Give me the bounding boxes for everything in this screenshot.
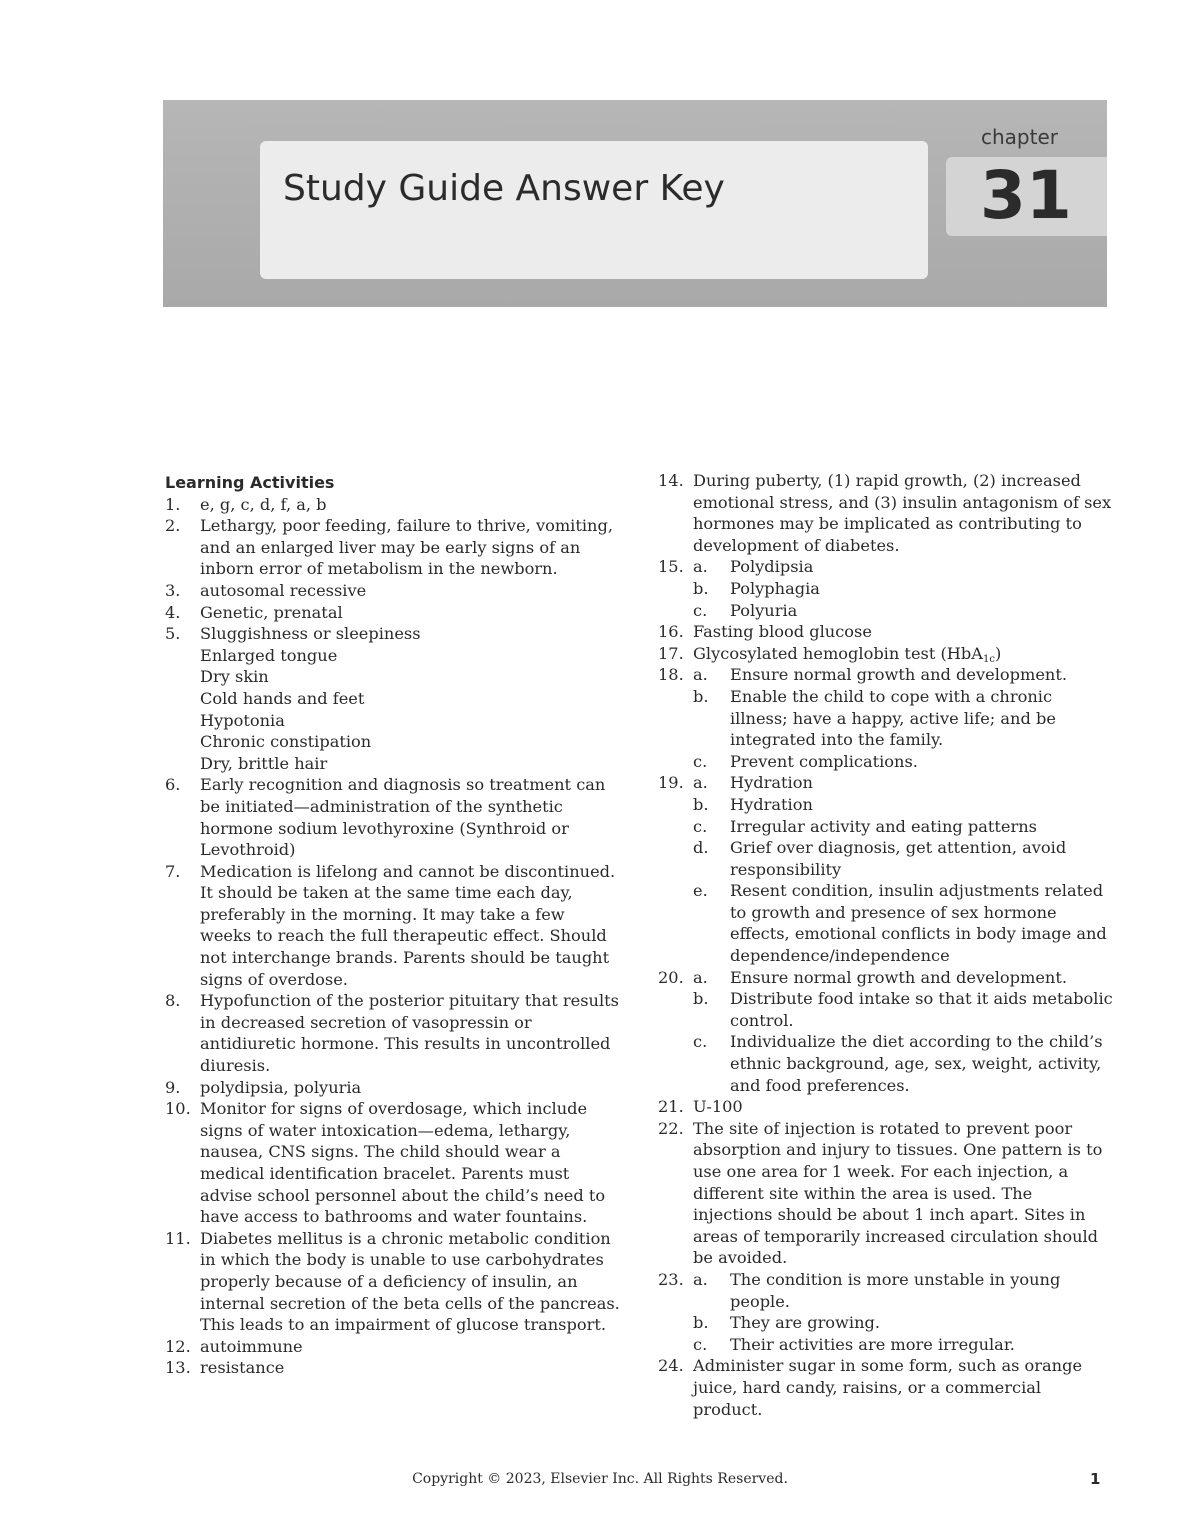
answer-24: 24. Administer sugar in some form, such as orange juice, hard candy, raisins, or a commercial product.	[658, 1356, 1083, 1419]
answer-20: 20. a. Ensure normal growth and development. b. Distribute food intake so that it aids metabolic control. c. Individualize the diet according to the child’s ethnic background, age, sex, weight, activity, and food preferences.	[658, 967, 1113, 1095]
list-item: Sluggishness or sleepiness	[200, 624, 421, 644]
answer-17: 17. Glycosylated hemoglobin test (HbA$_{1c}$)	[658, 643, 1002, 665]
list-item: Chronic constipation	[200, 732, 372, 752]
page-number: 1	[1090, 1470, 1101, 1488]
list-item: Enlarged tongue	[200, 645, 338, 665]
section-heading: Learning Activities	[165, 473, 335, 492]
list-item: Dry, brittle hair	[200, 753, 328, 773]
right-column	[658, 470, 1113, 1420]
answer-1: 1. e, g, c, d, f, a, b	[165, 494, 327, 514]
answer-15: 15. a. Polydipsia b. Polyphagia c. Polyuria	[658, 557, 820, 620]
answer-21: 21. U-100	[658, 1097, 743, 1117]
answer-22: 22. The site of injection is rotated to prevent poor absorption and injury to tissues. One pattern is to use one area for 1 week. For each injection, a different site within the area is used. The injections should be about 1 inch apart. Sites in areas of temporarily increased circulation should be avoided.	[658, 1118, 1103, 1268]
title-box	[260, 141, 928, 279]
answer-19: 19. a. Hydration b. Hydration c. Irregular activity and eating patterns d. Grief over diagnosis, get attention, avoid responsibility e. Resent condition, insulin adjustments related to growth and presence of sex hormone effects, emotional conflicts in body image and dependence/independence	[658, 773, 1107, 966]
answer-6: 6. Early recognition and diagnosis so treatment can be initiated—administration of the synthetic hormone sodium levothyroxine (Synthroid or Levothroid)	[165, 775, 606, 860]
answer-7: 7. Medication is lifelong and cannot be discontinued. It should be taken at the same time each day, preferably in the morning. It may take a few weeks to reach the full therapeutic effect. Should not interchange brands. Parents should be taught signs of overdose.	[165, 861, 616, 989]
answer-4: 4. Genetic, prenatal	[165, 602, 343, 622]
answer-2: 2. Lethargy, poor feeding, failure to thrive, vomiting, and an enlarged liver may be early signs of an inborn error of metabolism in the newborn.	[165, 516, 613, 579]
answer-14: 14. During puberty, (1) rapid growth, (2) increased emotional stress, and (3) insulin antagonism of sex hormones may be implicated as contributing to development of diabetes.	[658, 471, 1112, 555]
chapter-label: chapter	[981, 125, 1058, 149]
answer-18: 18. a. Ensure normal growth and development. b. Enable the child to cope with a chronic illness; have a happy, active life; and be integrated into the family. c. Prevent complications.	[658, 665, 1067, 771]
answer-3: 3. autosomal recessive	[165, 580, 367, 600]
answer-13: 13. resistance	[165, 1358, 285, 1378]
page-title: Study Guide Answer Key	[283, 168, 725, 209]
answer-8: 8. Hypofunction of the posterior pituitary that results in decreased secretion of vasopressin or antidiuretic hormone. This results in uncontrolled diuresis.	[165, 991, 619, 1076]
answer-23: 23. a. The condition is more unstable in young people. b. They are growing. c. Their activities are more irregular.	[658, 1269, 1061, 1354]
answer-16: 16. Fasting blood glucose	[658, 622, 872, 642]
list-item: Cold hands and feet	[200, 688, 365, 708]
answer-11: 11. Diabetes mellitus is a chronic metabolic condition in which the body is unable to use carbohydrates properly because of a deficiency of insulin, an internal secretion of the beta cells of the pancreas. This leads to an impairment of glucose transport.	[165, 1228, 620, 1335]
list-item: Hypotonia	[200, 710, 285, 730]
answer-12: 12. autoimmune	[165, 1336, 303, 1356]
copyright-footer: Copyright © 2023, Elsevier Inc. All Rights Reserved.	[412, 1471, 788, 1487]
chapter-number: 31	[980, 157, 1072, 234]
answer-5: 5. Sluggishness or sleepiness Enlarged tongue Dry skin Cold hands and feet Hypotonia Chronic constipation Dry, brittle hair	[165, 623, 620, 774]
answer-10: 10. Monitor for signs of overdosage, which include signs of water intoxication—edema, lethargy, nausea, CNS signs. The child should wear a medical identification bracelet. Parents must advise school personnel about the child’s need to have access to bathrooms and water fountains.	[165, 1099, 606, 1227]
list-item: Dry skin	[200, 667, 269, 687]
answer-9: 9. polydipsia, polyuria	[165, 1077, 362, 1097]
left-column	[165, 470, 620, 1379]
